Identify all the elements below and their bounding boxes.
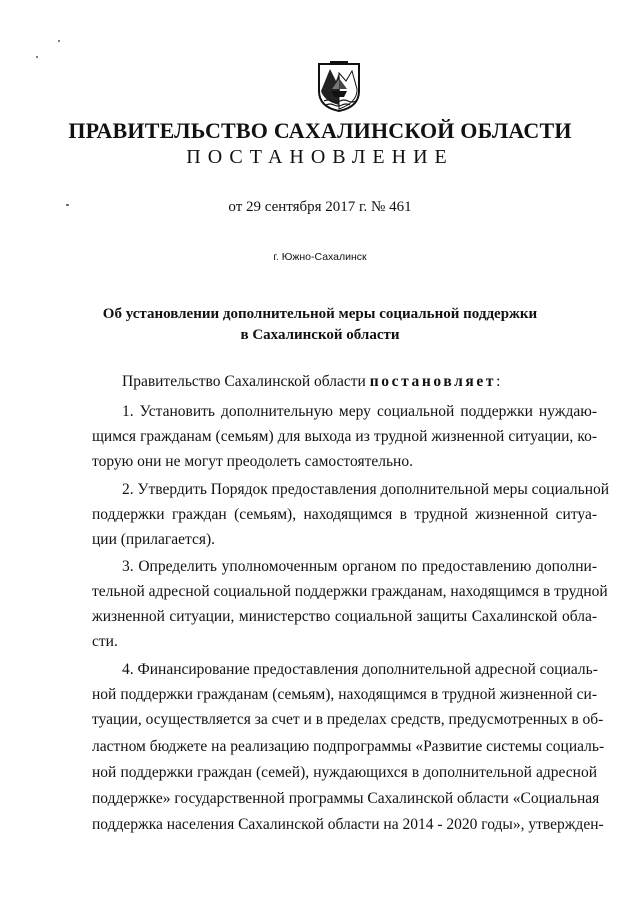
paragraph-line: 4. Финансирование предоставления дополнительной адресной социаль- — [122, 661, 598, 678]
preamble — [122, 373, 500, 391]
preamble-text: Правительство Сахалинской области — [122, 373, 370, 390]
paragraph-line: жизненной ситуации, министерство социальной защиты Сахалинской обла- — [92, 608, 597, 625]
paragraph-line: поддержка населения Сахалинской области на 2014 - 2020 годы», утвержден- — [92, 816, 604, 833]
paragraph-line: 3. Определить уполномоченным органом по предоставлению дополни- — [122, 558, 597, 575]
paragraph-line: поддержке» государственной программы Сахалинской области «Социальная — [92, 790, 600, 807]
sakhalin-coat-of-arms-icon — [316, 61, 362, 113]
scan-speck — [58, 40, 60, 42]
document-kind: ПОСТАНОВЛЕНИЕ — [186, 146, 454, 168]
paragraph-line: ции (прилагается). — [92, 531, 216, 548]
paragraph-line: 1. Установить дополнительную меру социальной поддержки нуждаю- — [122, 403, 597, 420]
paragraph-line: ластном бюджете на реализацию подпрограммы «Развитие системы социаль- — [92, 738, 605, 755]
paragraph-line: ной поддержки граждан (семей), нуждающихся в дополнительной адресной — [92, 764, 597, 781]
subject-line: Об установлении дополнительной меры социальной поддержки — [102, 306, 538, 322]
paragraph-line: туации, осуществляется за счет и в пределах средств, предусмотренных в об- — [92, 711, 604, 728]
paragraph-line: торую они не могут преодолеть самостоятельно. — [92, 453, 413, 470]
scan-speck — [36, 56, 38, 58]
preamble-colon: : — [496, 373, 501, 390]
decree-word: постановляет — [369, 373, 497, 390]
paragraph-line: ной поддержки гражданам (семьям), находящимся в трудной жизненной си- — [92, 686, 597, 703]
document-city: г. Южно-Сахалинск — [273, 251, 367, 263]
paragraph-line: тельной адресной социальной поддержки гражданам, находящимся в трудной — [92, 583, 608, 600]
government-title: ПРАВИТЕЛЬСТВО САХАЛИНСКОЙ ОБЛАСТИ — [68, 118, 572, 143]
document-date-number: от 29 сентября 2017 г. № 461 — [228, 199, 412, 215]
paragraph-line: поддержки граждан (семьям), находящимся в трудной жизненной ситуа- — [92, 506, 597, 523]
paragraph-line: сти. — [92, 633, 118, 650]
subject-line: в Сахалинской области — [240, 327, 400, 343]
paragraph-line: щимся гражданам (семьям) для выхода из трудной жизненной ситуации, ко- — [92, 428, 597, 445]
document-subject — [0, 304, 640, 346]
paragraph-line: 2. Утвердить Порядок предоставления дополнительной меры социальной — [122, 481, 610, 498]
